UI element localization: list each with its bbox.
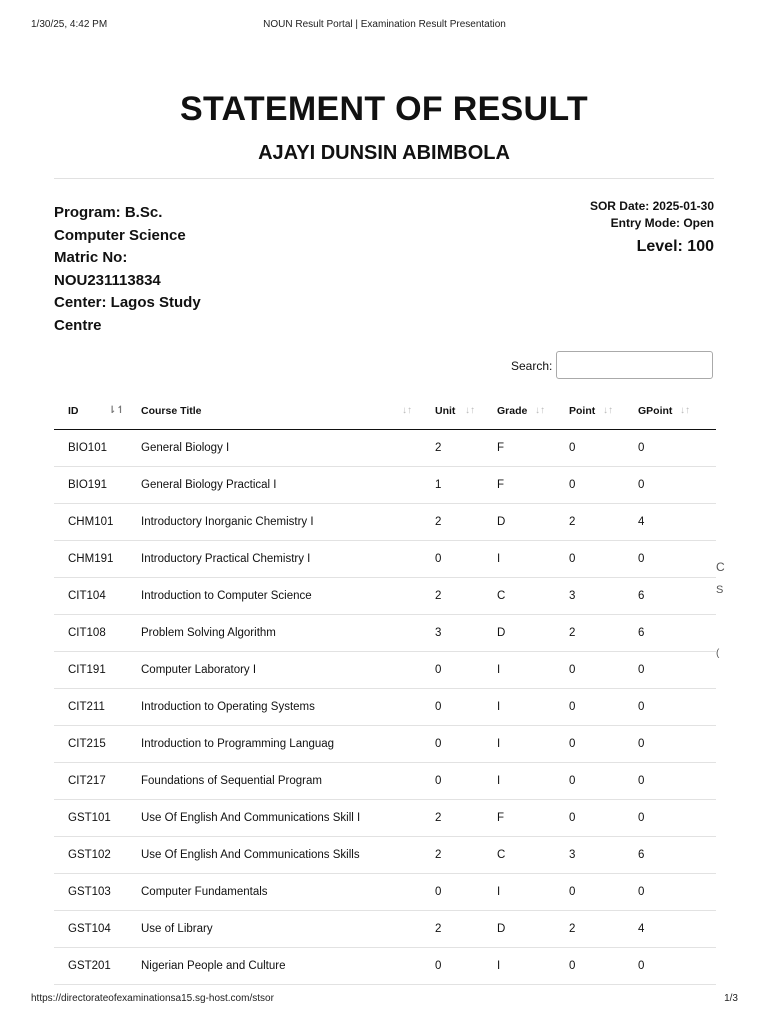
cell-gpoint [624,467,716,504]
cell-course-title [127,874,421,911]
cell-text: CIT217 [68,775,106,787]
results-table [54,393,716,985]
cell-grade [483,800,555,837]
cell-point [555,911,624,948]
cell-text: 3 [569,590,576,602]
center-text: Center: Lagos Study [54,294,201,311]
cell-text: 0 [569,479,576,491]
cell-id [54,578,127,615]
cell-text: General Biology Practical I [141,479,277,491]
cell-id [54,948,127,985]
page-title: STATEMENT OF RESULT [179,90,588,128]
cell-id [54,874,127,911]
cell-gpoint [624,763,716,800]
cell-grade [483,504,555,541]
table-row [54,504,716,541]
cell-text: 0 [638,479,645,491]
cell-text: 3 [569,849,576,861]
cell-text: D [497,516,506,528]
table-row [54,689,716,726]
column-header-unit[interactable] [421,393,483,430]
cell-point [555,652,624,689]
cell-point [555,948,624,985]
cell-grade [483,763,555,800]
cell-text: BIO191 [68,479,107,491]
cell-text: CIT191 [68,664,106,676]
cell-id [54,689,127,726]
cell-text: 6 [638,627,645,639]
cell-text: 0 [638,442,645,454]
table-row [54,800,716,837]
cell-text: 0 [638,960,645,972]
cell-text: 0 [569,960,576,972]
cell-point [555,763,624,800]
column-header-label: Point [569,405,596,417]
cell-text: 2 [435,849,442,861]
sort-icon[interactable]: ⇂↿ [108,405,125,416]
cell-course-title [127,541,421,578]
cell-unit [421,837,483,874]
print-header [31,19,738,33]
cell-course-title [127,800,421,837]
matric-number: NOU231113834 [54,271,161,289]
cell-text: 6 [638,849,645,861]
cell-course-title [127,652,421,689]
cell-text: GST101 [68,812,111,824]
cell-text: I [497,553,501,565]
column-header-course-title[interactable] [127,393,421,430]
cell-gpoint [624,578,716,615]
column-header-id[interactable] [54,393,127,430]
cell-course-title [127,689,421,726]
department-text: Computer Science [54,226,186,244]
column-header-label: GPoint [638,405,673,417]
cell-text: 2 [435,923,442,935]
table-row [54,430,716,467]
cell-text: 0 [435,664,442,676]
cell-text: 0 [435,738,442,750]
table-search [511,351,768,381]
cell-text: Computer Laboratory I [141,664,257,676]
table-row [54,874,716,911]
cell-course-title [127,763,421,800]
cell-unit [421,430,483,467]
cell-id [54,504,127,541]
cell-grade [483,467,555,504]
cell-text: CHM191 [68,553,114,565]
cell-text: 0 [435,960,442,972]
cell-gpoint [624,837,716,874]
cell-text: 0 [638,738,645,750]
search-label: Search: [511,359,553,373]
column-header-label: ID [68,405,79,417]
cell-text: 0 [638,812,645,824]
cell-text: Foundations of Sequential Program [141,775,322,787]
cell-point [555,837,624,874]
cell-unit [421,615,483,652]
cell-text: 2 [569,516,576,528]
cell-gpoint [624,874,716,911]
cell-gpoint [624,504,716,541]
cell-text: F [497,479,505,491]
cell-id [54,652,127,689]
cell-course-title [127,578,421,615]
cell-text: GST102 [68,849,111,861]
cell-text: D [497,923,506,935]
cell-text: 0 [638,701,645,713]
cell-text: 0 [638,775,645,787]
search-input[interactable] [556,351,713,379]
cell-text: I [497,701,501,713]
cell-point [555,430,624,467]
cell-gpoint [624,430,716,467]
cell-text: I [497,775,501,787]
column-header-point[interactable] [555,393,624,430]
clipped-text-paren: ( [716,648,720,659]
cell-id [54,800,127,837]
cell-point [555,578,624,615]
cell-text: 2 [569,923,576,935]
cell-unit [421,541,483,578]
cell-text: CIT104 [68,590,106,602]
cell-text: 0 [569,775,576,787]
cell-text: Use Of English And Communications Skill I [141,812,361,824]
table-row [54,467,716,504]
cell-grade [483,652,555,689]
cell-course-title [127,726,421,763]
column-header-label: Grade [497,405,528,417]
table-row [54,652,716,689]
cell-text: 0 [569,738,576,750]
cell-text: 2 [435,516,442,528]
cell-grade [483,541,555,578]
table-body [54,430,716,985]
cell-text: 0 [569,886,576,898]
sort-icon[interactable]: ↓↑ [465,405,475,416]
cell-point [555,689,624,726]
cell-text: D [497,627,506,639]
cell-grade [483,837,555,874]
matric-label: Matric No: [54,249,128,266]
print-footer [31,993,738,1007]
cell-text: 0 [638,553,645,565]
cell-text: F [497,442,505,454]
cell-unit [421,504,483,541]
cell-text: Introduction to Programming Languag [141,738,335,750]
cell-unit [421,911,483,948]
clipped-text-c: C [716,560,725,574]
cell-course-title [127,911,421,948]
cell-id [54,837,127,874]
cell-text: 0 [435,775,442,787]
cell-course-title [127,504,421,541]
cell-text: 2 [435,442,442,454]
sort-icon[interactable]: ↓↑ [402,405,412,416]
sort-icon[interactable]: ↓↑ [535,405,545,416]
cell-grade [483,948,555,985]
cell-text: CIT108 [68,627,106,639]
cell-unit [421,874,483,911]
cell-gpoint [624,800,716,837]
cell-id [54,763,127,800]
cell-unit [421,689,483,726]
print-url: https://directorateofexaminationsa15.sg-host.com/stsor [31,993,274,1004]
cell-point [555,467,624,504]
cell-text: 4 [638,923,645,935]
column-header-grade[interactable] [483,393,555,430]
cell-text: Use of Library [141,923,213,935]
print-document-title: NOUN Result Portal | Examination Result Presentation [263,19,506,30]
center-text-continued: Centre [54,316,102,334]
cell-unit [421,800,483,837]
cell-point [555,615,624,652]
cell-point [555,800,624,837]
sort-icon[interactable]: ↓↑ [603,405,613,416]
print-timestamp: 1/30/25, 4:42 PM [31,19,108,30]
cell-text: Introduction to Computer Science [141,590,312,602]
print-page-number: 1/3 [724,993,738,1004]
cell-text: 0 [569,553,576,565]
table-row [54,726,716,763]
cell-id [54,467,127,504]
cell-unit [421,467,483,504]
cell-text: I [497,664,501,676]
cell-point [555,504,624,541]
cell-point [555,541,624,578]
result-meta [454,198,714,256]
cell-text: 0 [569,701,576,713]
cell-id [54,430,127,467]
cell-gpoint [624,615,716,652]
cell-point [555,874,624,911]
cell-grade [483,615,555,652]
table-row [54,615,716,652]
cell-text: I [497,960,501,972]
cell-text: 2 [435,812,442,824]
cell-text: GST201 [68,960,111,972]
cell-text: 0 [435,701,442,713]
sort-icon[interactable]: ↓↑ [680,405,690,416]
cell-id [54,541,127,578]
cell-text: 2 [569,627,576,639]
cell-text: C [497,849,506,861]
cell-text: CIT211 [68,701,105,713]
cell-gpoint [624,541,716,578]
cell-text: CHM101 [68,516,114,528]
cell-unit [421,578,483,615]
entry-mode: Entry Mode: Open [610,216,714,230]
program-text: Program: B.Sc. [54,204,163,221]
cell-grade [483,689,555,726]
sor-date: SOR Date: 2025-01-30 [589,199,714,213]
clipped-text-s: S [716,584,724,596]
column-header-label: Unit [435,405,456,417]
cell-text: Introduction to Operating Systems [141,701,315,713]
table-row [54,578,716,615]
student-name: AJAYI DUNSIN ABIMBOLA [258,142,510,164]
cell-gpoint [624,948,716,985]
cell-course-title [127,430,421,467]
cell-grade [483,911,555,948]
cell-course-title [127,615,421,652]
table-row [54,837,716,874]
cell-text: Problem Solving Algorithm [141,627,276,639]
table-row [54,763,716,800]
table-row [54,541,716,578]
table-row [54,911,716,948]
cell-unit [421,652,483,689]
cell-id [54,615,127,652]
cell-text: 4 [638,516,645,528]
cell-gpoint [624,689,716,726]
cell-text: 3 [435,627,442,639]
cell-text: I [497,738,501,750]
cell-unit [421,726,483,763]
cell-course-title [127,837,421,874]
header-divider [54,178,714,179]
cell-text: 0 [569,812,576,824]
cell-text: Introductory Inorganic Chemistry I [141,516,314,528]
level-text: Level: 100 [636,238,714,255]
cell-id [54,911,127,948]
cell-gpoint [624,911,716,948]
cell-gpoint [624,726,716,763]
cell-text: Computer Fundamentals [141,886,268,898]
cell-text: 0 [638,664,645,676]
student-info [54,202,234,337]
table-row [54,948,716,985]
cell-text: C [497,590,506,602]
cell-text: F [497,812,505,824]
cell-text: 2 [435,590,442,602]
cell-text: 6 [638,590,645,602]
cell-point [555,726,624,763]
cell-text: BIO101 [68,442,107,454]
cell-text: Introductory Practical Chemistry I [141,553,311,565]
cell-unit [421,948,483,985]
cell-grade [483,578,555,615]
column-header-label: Course Title [141,405,202,417]
cell-gpoint [624,652,716,689]
cell-course-title [127,948,421,985]
cell-text: General Biology I [141,442,230,454]
cell-text: 0 [638,886,645,898]
table-header-row [54,393,716,430]
cell-text: 0 [569,442,576,454]
cell-text: CIT215 [68,738,106,750]
column-header-gpoint[interactable] [624,393,716,430]
cell-text: GST104 [68,923,111,935]
cell-text: 0 [435,886,442,898]
cell-course-title [127,467,421,504]
cell-text: Use Of English And Communications Skills [141,849,360,861]
cell-text: I [497,886,501,898]
cell-text: 0 [569,664,576,676]
cell-id [54,726,127,763]
cell-grade [483,726,555,763]
cell-unit [421,763,483,800]
cell-text: Nigerian People and Culture [141,960,286,972]
cell-text: 1 [435,479,442,491]
cell-grade [483,430,555,467]
cell-text: GST103 [68,886,111,898]
cell-grade [483,874,555,911]
cell-text: 0 [435,553,442,565]
